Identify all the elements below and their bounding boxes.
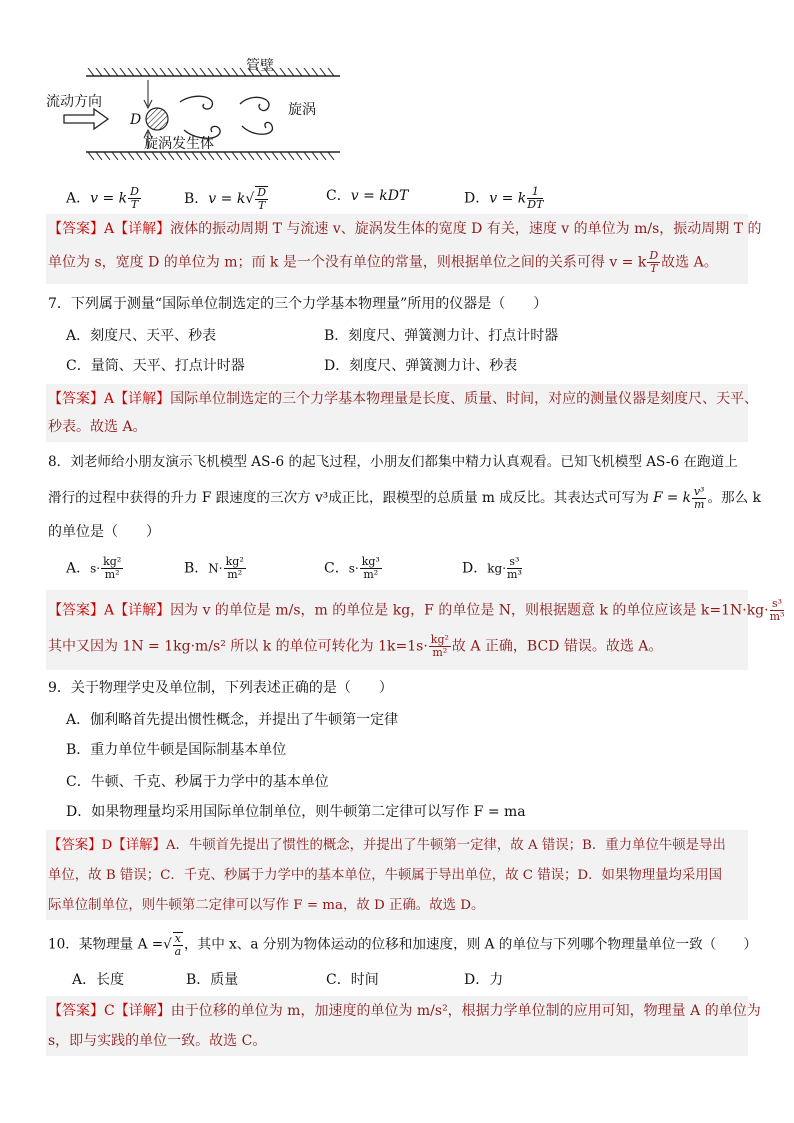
q9-option-c[interactable]: C．牛顿、千克、秒属于力学中的基本单位 [66, 774, 329, 790]
q8-option-b[interactable]: B．N· $\frac{\text{kg²}}{\text{m²}}$ [184, 555, 244, 581]
q7-option-c[interactable]: C．量筒、天平、打点计时器 [66, 358, 245, 374]
fraction: $\frac{x}{a}$ [174, 932, 182, 958]
fraction: $\frac{D}{T}$ [649, 249, 659, 275]
q6-option-b[interactable] [184, 186, 269, 212]
q9-option-a[interactable]: A．伽利略首先提出惯性概念，并提出了牛顿第一定律 [66, 712, 399, 728]
option-letter: B． [184, 191, 209, 207]
q7-stem: 7．下列属于测量“国际单位制选定的三个力学基本物理量”所用的仪器是（ ） [48, 296, 548, 312]
option-letter: D． [464, 190, 490, 207]
q9-answer-box [46, 830, 748, 920]
q8-option-a[interactable]: A．s· $\frac{\text{kg²}}{\text{m²}}$ [66, 555, 122, 581]
sqrt-icon: √ [245, 191, 255, 207]
q10-option-d[interactable]: D．力 [464, 972, 504, 988]
answer-text: 际单位制单位，则牛顿第二定律可以写作 F = ma，故 D 正确。故选 D。 [48, 898, 485, 913]
fraction: $\frac{D}{T}$ [130, 185, 139, 211]
answer-tag: 【答案】A【详解】 [48, 221, 171, 237]
option-letter: A． [66, 190, 91, 207]
answer-text: 单位为 s，宽度 D 的单位为 m；而 k 是一个没有单位的常量，则根据单位之间的关系可得 v = k [48, 254, 647, 271]
answer-tag: 【答案】A【详解】 [48, 602, 171, 619]
q7-option-d[interactable]: D．刻度尺、弹簧测力计、秒表 [324, 358, 518, 374]
fraction: $\frac{\text{s³}}{\text{m³}}$ [769, 597, 785, 623]
q7-answer-box [46, 384, 759, 442]
answer-text: 因为 v 的单位是 m/s，m 的单位是 kg，F 的单位是 N，则根据题意 k 的单位应该是 k=1N·kg· [170, 602, 769, 619]
flow-direction-label: 流动方向 [46, 94, 102, 110]
q7-option-b[interactable]: B．刻度尺、弹簧测力计、打点计时器 [324, 328, 559, 344]
answer-tag: 【答案】D【详解】 [48, 838, 166, 853]
q6-options [66, 182, 746, 212]
answer-tag: 【答案】C【详解】 [48, 1003, 171, 1019]
q8-option-c[interactable]: C．s· $\frac{\text{kg³}}{\text{m²}}$ [324, 555, 380, 581]
q9-stem: 9．关于物理学史及单位制，下列表述正确的是（ ） [48, 680, 393, 696]
d-label: D [130, 112, 142, 128]
option-letter: C． [326, 188, 351, 204]
answer-text: 故 A 正确，BCD 错误。故选 A。 [451, 638, 663, 655]
option-expr: v = kDT [350, 188, 409, 204]
q10-option-a[interactable]: A．长度 [72, 972, 125, 988]
answer-text: 单位，故 B 错误；C．千克、秒属于力学中的基本单位，牛顿属于导出单位，故 C 错误；D．如果物理量均采用国 [48, 868, 723, 883]
generator-label: 旋涡发生体 [144, 136, 214, 152]
answer-text: 由于位移的单位为 m，加速度的单位为 m/s²，根据力学单位制的应用可知，物理量 A 的单位为 [170, 1003, 761, 1019]
q10-option-c[interactable]: C．时间 [326, 972, 379, 988]
wall-label: 管壁 [246, 58, 274, 74]
option-expr: v = k [489, 190, 527, 207]
sqrt-icon: √ [163, 936, 172, 953]
answer-text: s，即与实践的单位一致。故选 C。 [48, 1033, 267, 1049]
q8-answer-box [46, 590, 785, 670]
fraction: $\frac{D}{T}$ [257, 186, 267, 212]
q6-answer-box [46, 214, 762, 284]
q6-option-a[interactable] [66, 186, 142, 211]
stem-text: ，其中 x、a 分别为物体运动的位移和加速度，则 A 的单位与下列哪个物理量单位一致（ ） [184, 936, 758, 953]
answer-tag: 【答案】A【详解】 [48, 391, 171, 407]
fraction: $\frac{\text{kg²}}{\text{m²}}$ [430, 633, 449, 659]
answer-text: 秒表。故选 A。 [48, 419, 147, 435]
answer-text: 其中又因为 1N = 1kg·m/s² 所以 k 的单位可转化为 1k=1s· [48, 638, 428, 655]
q6-option-d[interactable] [464, 186, 544, 211]
answer-text: A．牛顿首先提出了惯性的概念，并提出了牛顿第一定律，故 A 错误；B．重力单位牛顿是导出 [165, 838, 726, 853]
answer-text: 液体的振动周期 T 与流速 v、旋涡发生体的宽度 D 有关，速度 v 的单位为 m/s，振动周期 T 的 [170, 221, 762, 237]
q7-option-a[interactable]: A．刻度尺、天平、秒表 [66, 328, 217, 344]
answer-text: 国际单位制选定的三个力学基本物理量是长度、质量、时间，对应的测量仪器是刻度尺、天平、 [170, 391, 759, 407]
q10-option-b[interactable]: B．质量 [186, 972, 239, 988]
stem-text: 。那么 k [707, 490, 761, 506]
option-expr: v = k [208, 191, 246, 207]
stem-formula: F = k [653, 490, 691, 506]
option-expr: v = k [90, 190, 128, 207]
q8-option-d[interactable]: D．kg· $\frac{\text{s³}}{\text{m³}}$ [462, 555, 522, 581]
q8-stem-line1: 8．刘老师给小朋友演示飞机模型 AS-6 的起飞过程，小朋友们都集中精力认真观看。已知飞机模型 AS-6 在跑道上 [48, 454, 738, 470]
answer-text: 故选 A。 [661, 254, 718, 271]
q8-stem-line3: 的单位是（ ） [48, 524, 160, 540]
q9-option-b[interactable]: B．重力单位牛顿是国际制基本单位 [66, 742, 287, 758]
vortex-label: 旋涡 [288, 102, 316, 118]
q10-answer-box [46, 996, 761, 1056]
q6-option-c[interactable] [326, 186, 408, 206]
q8-options [66, 556, 666, 586]
fraction: $\frac{\text{v³}}{m}$ [693, 485, 705, 511]
q10-stem [48, 932, 757, 958]
stem-text: 滑行的过程中获得的升力 F 跟速度的三次方 v³成正比，跟模型的总质量 m 成反比。其表达式可写为 [48, 490, 649, 506]
q8-stem-line2 [48, 486, 761, 511]
q9-option-d[interactable]: D．如果物理量均采用国际单位制单位，则牛顿第二定律可以写作 F = ma [66, 804, 526, 820]
stem-text: 10．某物理量 A = [48, 936, 164, 953]
fraction: $\frac{1}{DT}$ [527, 185, 544, 211]
vortex-flowmeter-diagram [44, 52, 344, 172]
